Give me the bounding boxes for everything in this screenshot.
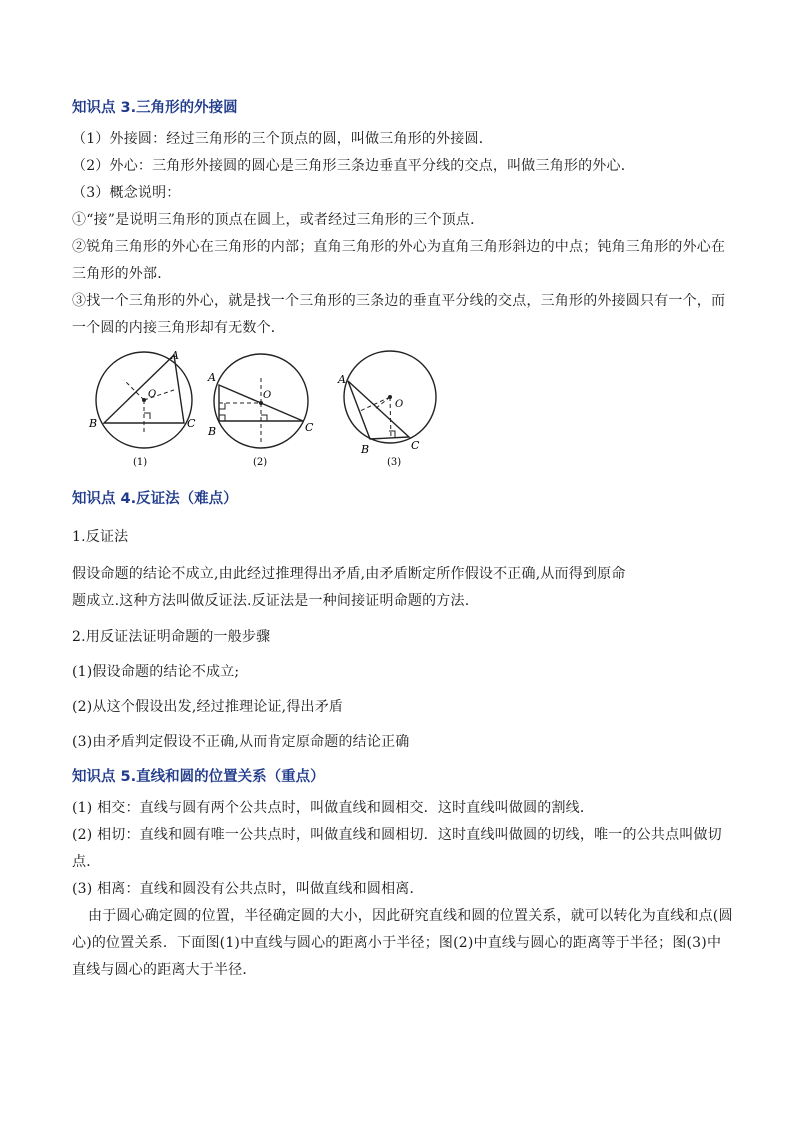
relation-summary: 由于圆心确定圆的位置，半径确定圆的大小，因此研究直线和圆的位置关系，就可以转化为直线和点(圆 bbox=[88, 908, 733, 924]
relation-tangent: (2) 相切：直线和圆有唯一公共点时，叫做直线和圆相切．这时直线叫做圆的切线，唯一的公共点叫做切 bbox=[72, 827, 722, 843]
fig2-caption: (2) bbox=[253, 457, 268, 468]
concept-note-3: ③找一个三角形的外心，就是找一个三角形的三条边的垂直平分线的交点，三角形的外接圆只有一个，而 bbox=[72, 293, 726, 309]
fig3-label-b: B bbox=[361, 443, 370, 456]
relation-separate: (3) 相离：直线和圆没有公共点时，叫做直线和圆相离． bbox=[72, 881, 424, 897]
fig2-label-b: B bbox=[208, 425, 217, 438]
fig2-label-a: A bbox=[208, 371, 216, 384]
relation-summary-cont-2: 直线与圆心的距离大于半径． bbox=[72, 962, 257, 978]
section-5-heading: 知识点 5.直线和圆的位置关系（重点） bbox=[72, 769, 325, 785]
steps-title: 2.用反证法证明命题的一般步骤 bbox=[72, 629, 271, 645]
fig3-label-c: C bbox=[411, 439, 420, 452]
concept-note-3-cont: 一个圆的内接三角形却有无数个． bbox=[72, 320, 285, 336]
fig1-label-b: B bbox=[89, 417, 98, 430]
fig3-caption: (3) bbox=[387, 457, 402, 468]
proof-by-contradiction-title: 1.反证法 bbox=[72, 529, 129, 545]
concept-note-1: ①“接”是说明三角形的顶点在圆上，或者经过三角形的三个顶点． bbox=[72, 212, 485, 228]
fig2-label-c: C bbox=[305, 421, 314, 434]
section-3-heading: 知识点 3.三角形的外接圆 bbox=[72, 100, 238, 116]
step-3: (3)由矛盾判定假设不正确,从而肯定原命题的结论正确 bbox=[72, 734, 410, 750]
fig1-label-a: A bbox=[171, 349, 179, 362]
figure-obtuse-triangle bbox=[335, 345, 450, 474]
proof-by-contradiction-def-cont: 题成立.这种方法叫做反证法.反证法是一种间接证明命题的方法. bbox=[72, 593, 470, 609]
figure-acute-triangle bbox=[84, 345, 204, 474]
concept-note-2-cont: 三角形的外部． bbox=[72, 266, 172, 282]
fig3-label-a: A bbox=[338, 373, 346, 386]
relation-tangent-cont: 点． bbox=[72, 854, 101, 870]
proof-by-contradiction-def: 假设命题的结论不成立,由此经过推理得出矛盾,由矛盾断定所作假设不正确,从而得到原命 bbox=[72, 566, 626, 582]
figure-right-triangle bbox=[205, 345, 320, 474]
concept-heading: （3）概念说明： bbox=[72, 185, 181, 201]
fig3-label-o: O bbox=[395, 399, 404, 410]
fig1-caption: (1) bbox=[133, 457, 148, 468]
relation-intersect: (1) 相交：直线与圆有两个公共点时，叫做直线和圆相交．这时直线叫做圆的割线． bbox=[72, 800, 595, 816]
relation-summary-cont-1: 心)的位置关系．下面图(1)中直线与圆心的距离小于半径；图(2)中直线与圆心的距离等于半径；图(3)中 bbox=[72, 935, 722, 951]
fig2-label-o: O bbox=[263, 390, 272, 401]
concept-note-2: ②锐角三角形的外心在三角形的内部；直角三角形的外心为直角三角形斜边的中点；钝角三角形的外心在 bbox=[72, 239, 726, 255]
section-4-heading: 知识点 4.反证法（难点） bbox=[72, 491, 238, 507]
step-2: (2)从这个假设出发,经过推理论证,得出矛盾 bbox=[72, 699, 344, 715]
definition-circumcenter: （2）外心：三角形外接圆的圆心是三角形三条边垂直平分线的交点，叫做三角形的外心． bbox=[72, 158, 635, 174]
step-1: (1)假设命题的结论不成立; bbox=[72, 664, 240, 680]
fig1-label-c: C bbox=[187, 417, 196, 430]
definition-circumcircle: （1）外接圆：经过三角形的三个顶点的圆，叫做三角形的外接圆． bbox=[72, 131, 493, 147]
fig1-label-o: O bbox=[148, 389, 157, 400]
